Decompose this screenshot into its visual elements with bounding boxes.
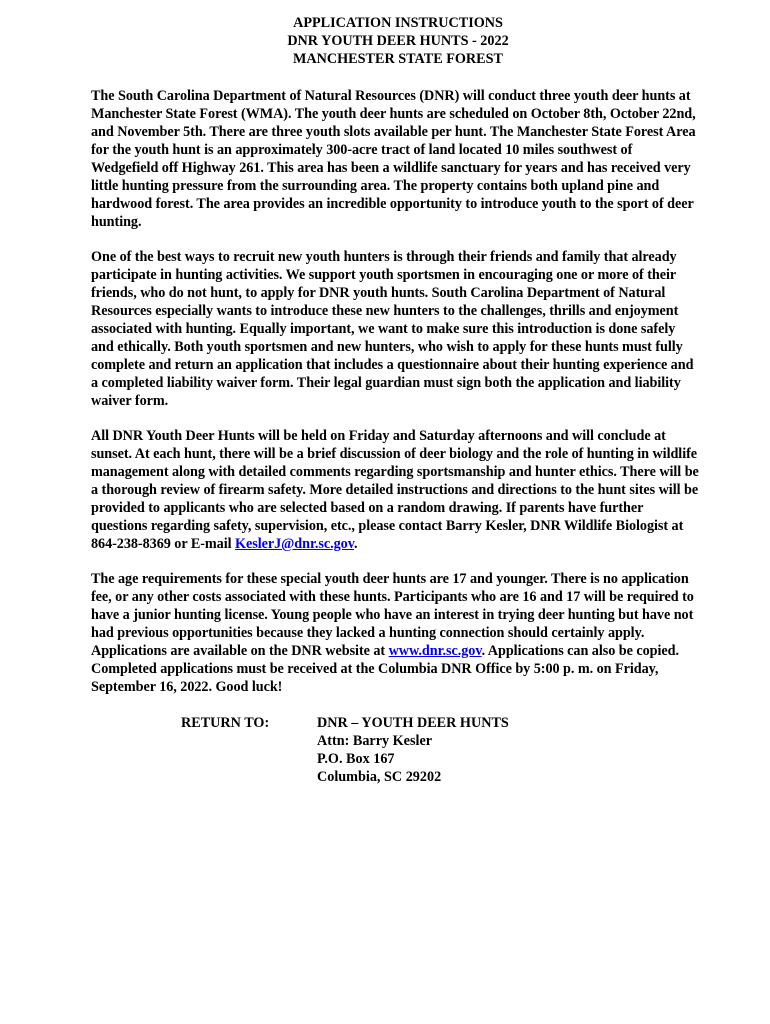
header-subtitle: DNR YOUTH DEER HUNTS - 2022 <box>287 33 509 49</box>
return-address-line-2: Attn: Barry Kesler <box>317 733 433 749</box>
return-address-block <box>91 714 701 786</box>
age-requirements-end: . Applications can also be copied. Completed applications must be received at the Columbia DNR Office by 5:00 p. m. on Friday, September 16, 2022. Good luck! <box>91 643 679 695</box>
paragraph-recruitment: One of the best ways to recruit new youth hunters is through their friends and family that already participate in hunting activities. We support youth sportsmen in encouraging one or more of their friends, who do not hunt, to apply for DNR youth hunts. South Carolina Department of Natural Resources especially wants to introduce these new hunters to the challenges, thrills and enjoyment associated with hunting. Equally important, we want to make sure this introduction is done safely and ethically. Both youth sportsmen and new hunters, who wish to apply for these hunts must fully complete and return an application that includes a questionnaire about their hunting experience and a completed liability waiver form. Their legal guardian must sign both the application and liability waiver form. <box>91 249 694 409</box>
return-address-line-3: P.O. Box 167 <box>317 751 395 767</box>
email-link[interactable]: KeslerJ@dnr.sc.gov <box>235 536 354 552</box>
header-title: APPLICATION INSTRUCTIONS <box>293 15 503 31</box>
paragraph-age-requirements <box>91 570 701 696</box>
hunt-details-text: All DNR Youth Deer Hunts will be held on Friday and Saturday afternoons and will conclude at sunset. At each hunt, there will be a brief discussion of deer biology and the role of hunting in wildlife management along with detailed comments regarding sportsmanship and hunter ethics. There will be a thorough review of firearm safety. More detailed instructions and directions to the hunt sites will be provided to applicants who are selected based on a random drawing. If parents have further questions regarding safety, supervision, etc., please contact Barry Kesler, DNR Wildlife Biologist at 864-238-8369 or E-mail <box>91 428 699 552</box>
website-link[interactable]: www.dnr.sc.gov <box>388 643 482 659</box>
hunt-details-end: . <box>353 536 358 552</box>
document-header <box>91 14 701 68</box>
document-content <box>91 14 701 786</box>
paragraph-hunt-details <box>91 427 701 553</box>
return-address-line-1: DNR – YOUTH DEER HUNTS <box>317 715 509 731</box>
paragraph-intro: The South Carolina Department of Natural Resources (DNR) will conduct three youth deer hunts at Manchester State Forest (WMA). The youth deer hunts are scheduled on October 8th, October 22nd, and November 5th. There are three youth slots available per hunt. The Manchester State Forest Area for the youth hunt is an approximately 300-acre tract of land located 10 miles southwest of Wedgefield off Highway 261. This area has been a wildlife sanctuary for years and has received very little hunting pressure from the surrounding area. The property contains both upland pine and hardwood forest. The area provides an incredible opportunity to introduce youth to the sport of deer hunting. <box>91 88 696 230</box>
header-location: MANCHESTER STATE FOREST <box>293 51 503 67</box>
return-to-label: RETURN TO: <box>181 715 270 731</box>
age-requirements-text: The age requirements for these special youth deer hunts are 17 and younger. There is no application fee, or any other costs associated with these hunts. Participants who are 16 and 17 will be required to have a junior hunting license. Young people who have an interest in trying deer hunting but have not had previous opportunities because they lacked a hunting connection should certainly apply. Applications are available on the DNR website at <box>91 571 694 659</box>
return-address <box>317 714 509 786</box>
return-address-line-4: Columbia, SC 29202 <box>317 769 442 785</box>
